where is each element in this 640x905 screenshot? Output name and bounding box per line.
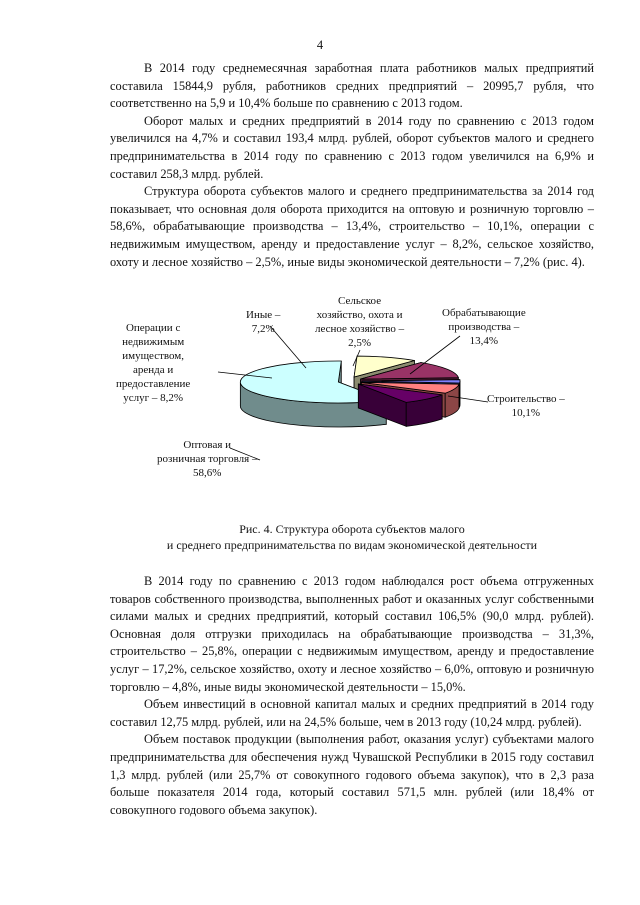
slice-label-agriculture: Сельское хозяйство, охота и лесное хозяйство – 2,5% <box>315 295 405 349</box>
slice-label-construction: Строительство – 10,1% <box>487 393 565 419</box>
body-text-bottom <box>110 573 594 819</box>
paragraph-structure: Структура оборота субъектов малого и среднего предпринимательства за 2014 год показывает, что основная доля оборота приходится на оптовую и розничную торговлю – 58,6%, обрабатывающие производства – 13,4%, строительство – 10,1%, операции с недвижимым имуществом, аренду и предоставление услуг – 8,2%, сельское хозяйство, охоту и лесное хозяйство – 2,5%, иные виды экономической деятельности – 7,2% (рис. 4). <box>110 184 594 269</box>
body-text-top <box>110 60 594 271</box>
paragraph-investments: Объем инвестиций в основной капитал малых и средних предприятий в 2014 году составил 12,75 млрд. рублей, или на 24,5% больше, чем в 2013 году (10,24 млрд. рублей). <box>110 697 594 729</box>
slice-label-real-estate: Операции с недвижимым имуществом, аренда и предоставление услуг – 8,2% <box>116 322 191 404</box>
paragraph-shipments: В 2014 году по сравнению с 2013 годом наблюдался рост объема отгруженных товаров собственного производства, выполненных работ и оказанных услуг собственными силами малых и средних предприятий, который составил 106,5% (90,0 млрд. рублей). Основная доля отгрузки приходилась на обрабатывающие производства – 31,3%, строительство – 25,8%, операции с недвижимым имуществом, аренду и предоставление услуг – 17,2%, сельское хозяйство, охоту и лесное хозяйство – 6,0%, оптовую и розничную торговлю – 4,8%, иные виды экономической деятельности – 15,0%. <box>110 574 594 694</box>
caption-line-2: и среднего предпринимательства по видам экономической деятельности <box>166 538 538 552</box>
slice-label-other: Иные – 7,2% <box>246 309 281 335</box>
page-number: 4 <box>316 38 324 52</box>
slice-label-trade: Оптовая и розничная торговля – 58,6% <box>157 439 258 479</box>
paragraph-procurement: Объем поставок продукции (выполнения работ, оказания услуг) субъектами малого предпринимательства для обеспечения нужд Чувашской Республики в 2015 году составил 1,3 млрд. рублей (или 25,7% от совокупного годового объема закупок), что в 2,3 раза больше показателя 2014 года, который составил 571,5 млн. рублей (или 18,4% от совокупного годового объема закупок). <box>110 732 594 817</box>
slice-label-manufacturing: Обрабатывающие производства – 13,4% <box>442 307 526 347</box>
paragraph-turnover: Оборот малых и средних предприятий в 2014 году по сравнению с 2013 годом увеличился на 4,7% и составил 193,4 млрд. рублей, оборот субъектов малого и среднего предпринимательства в 2014 году по сравнению с 2013 годом увеличился на 6,9% и составил 258,3 млрд. рублей. <box>110 113 594 181</box>
paragraph-wages: В 2014 году среднемесячная заработная плата работников малых предприятий составила 15844,9 рубля, работников средних предприятий – 20995,7 рубля, что соответственно на 5,9 и 10,4% больше по сравнению с 2013 годом. <box>110 61 594 111</box>
caption-line-1: Рис. 4. Структура оборота субъектов малого <box>239 522 465 536</box>
turnover-structure-chart <box>110 288 594 503</box>
figure-caption <box>110 521 594 553</box>
